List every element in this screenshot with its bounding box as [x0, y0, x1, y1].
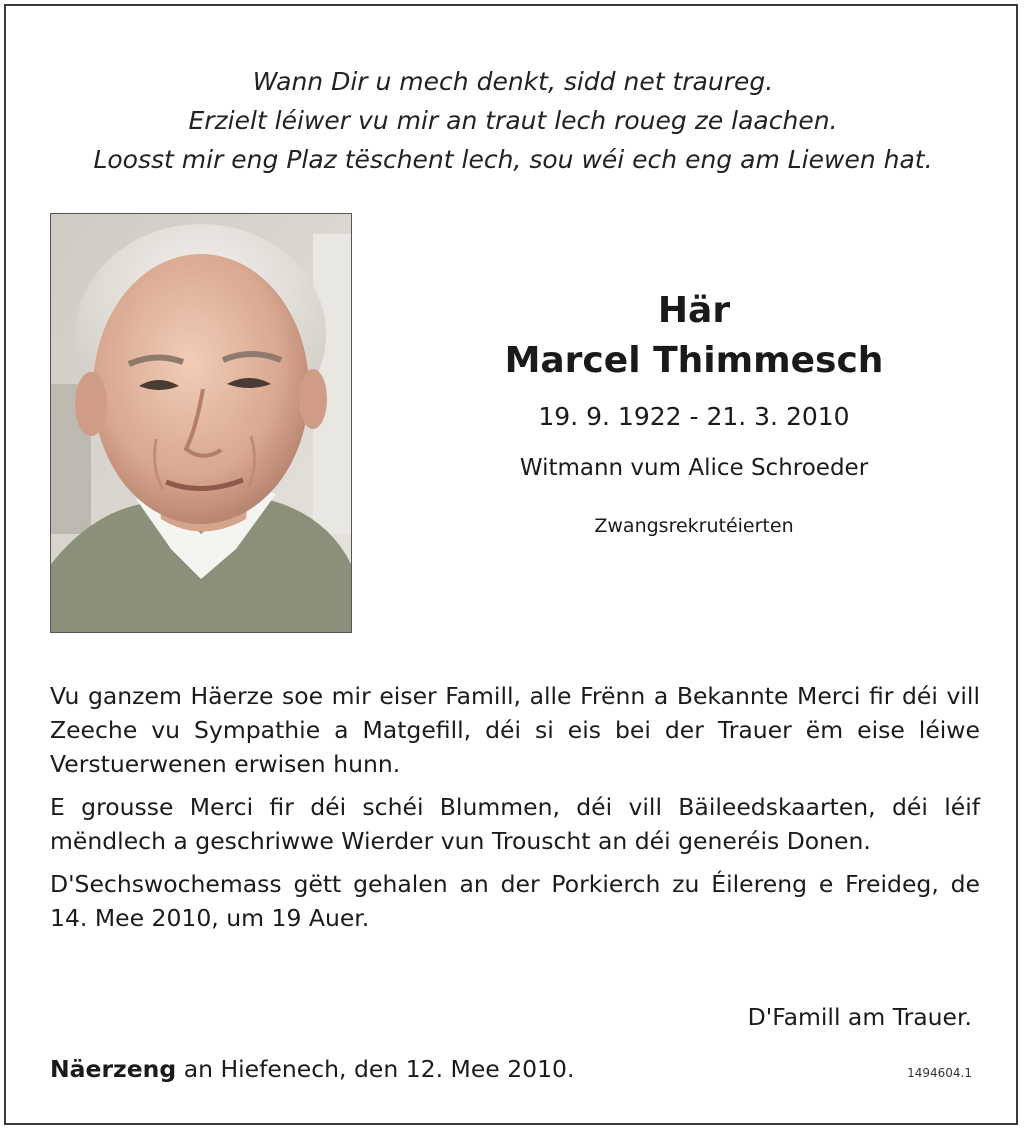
paragraph-thanks: Vu ganzem Häerze soe mir eiser Famill, alle Frënn a Bekannte Merci fir déi vill Zeeche vu Sympathie a Matgefill, déi si eis bei der Trauer ëm eise léiwe Verstuerwenen erwisen hunn.: [50, 682, 980, 778]
place-date-text: an Hiefenech, den 12. Mee 2010.: [176, 1055, 575, 1083]
thank-you-text: [50, 679, 980, 944]
poem: [6, 62, 1020, 179]
paragraph-mass: D'Sechswochemass gëtt gehalen an der Porkierch zu Éilereng e Freideg, de 14. Mee 2010, um 19 Auer.: [50, 870, 980, 932]
town-name: Näerzeng: [50, 1055, 177, 1083]
poem-line-1: Wann Dir u mech denkt, sidd net traureg.: [252, 67, 774, 96]
name-block: [484, 286, 904, 540]
poem-line-2: Erzielt léiwer vu mir an traut lech roueg ze laachen.: [188, 106, 838, 135]
family-signoff: D'Famill am Trauer.: [747, 1003, 972, 1031]
life-dates: 19. 9. 1922 - 21. 3. 2010: [538, 402, 850, 431]
paragraph-flowers: E grousse Merci fir déi schéi Blummen, déi vill Bäileedskaarten, déi léif mëndlech a geschriwwe Wierder vun Trouscht an déi generéis Donen.: [50, 793, 980, 855]
poem-line-3: Loosst mir eng Plaz tëschent lech, sou wéi ech eng am Liewen hat.: [93, 145, 933, 174]
portrait-illustration: [51, 214, 351, 632]
widower-line: Witmann vum Alice Schroeder: [519, 455, 869, 481]
honorific: Här: [657, 290, 731, 331]
portrait-photo: [50, 213, 352, 633]
reference-number: 1494604.1: [907, 1066, 972, 1080]
obituary-frame: [4, 4, 1018, 1125]
forced-recruit-note: Zwangsrekrutéierten: [594, 515, 794, 537]
deceased-name: Marcel Thimmesch: [504, 340, 884, 381]
place-date-line: [50, 1052, 574, 1086]
